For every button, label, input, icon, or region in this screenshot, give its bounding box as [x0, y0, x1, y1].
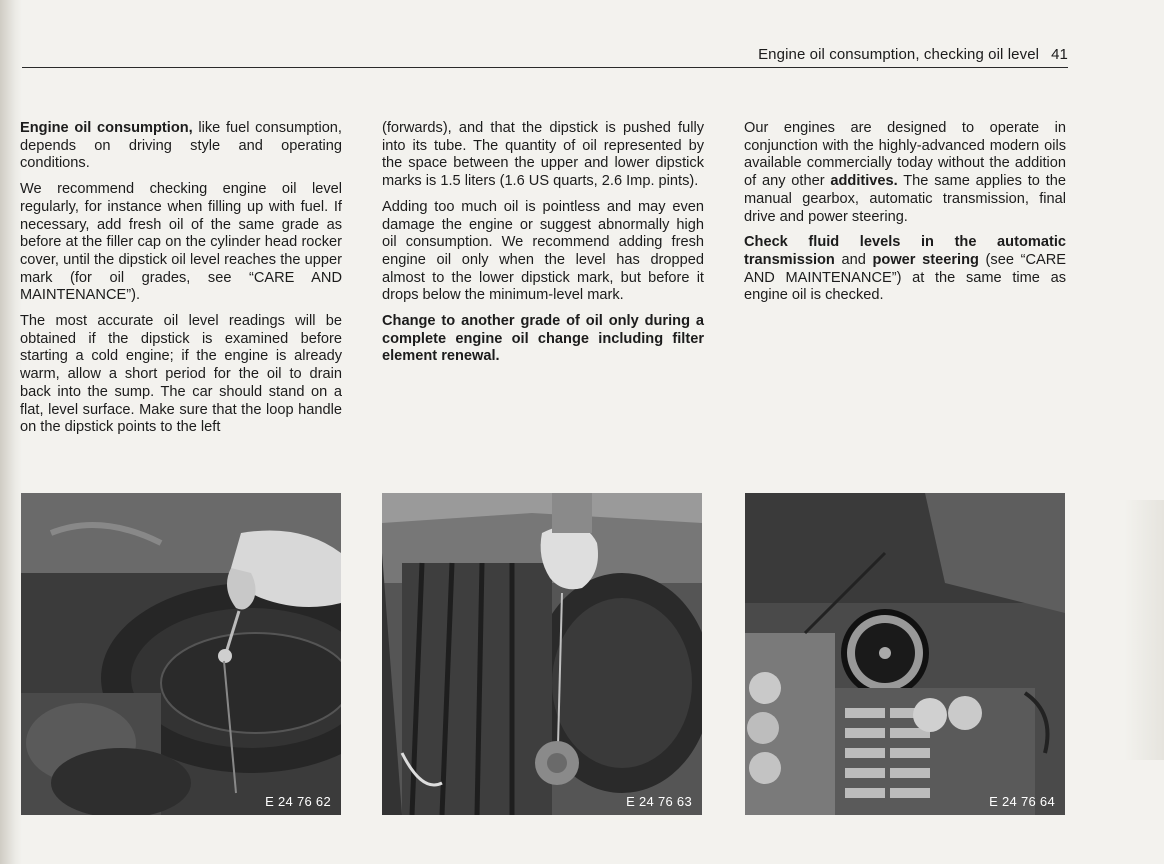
photo-graphic [21, 493, 341, 815]
bold-term: Check fluid levels in the automatic transmission [744, 234, 1066, 268]
paragraph: The most accurate oil level readings will be obtained if the dipstick is examined before starting a cold engine; if the engine is already warm, allow a short period for the oil to drain back into the sump. The car should stand on a flat, level surface. Make sure that the loop handle on the dipstick points to the left [20, 313, 342, 436]
text-column-1 [20, 120, 342, 445]
engine-bay-dipstick-photo [382, 493, 702, 815]
paragraph-text: Our engines are designed to operate in conjunction with the highly-advanced modern oils available commercially today without the addition of any other [744, 120, 1066, 190]
paragraph-text: and [834, 251, 873, 268]
photo-caption: E 24 76 63 [626, 794, 692, 809]
paragraph: Adding too much oil is pointless and may even damage the engine or suggest abnormally high oil consumption. We recommend adding fresh engine oil only when the level has dropped almost to the lower dipstick mark, but before it drops below the minimum-level mark. [382, 198, 704, 304]
paragraph-text: The same applies to the manual gearbox, automatic transmission, final drive and power steering. [744, 173, 1066, 225]
lead-term: Engine oil consumption, [20, 120, 193, 136]
bold-term: additives. [830, 173, 898, 190]
header-rule [22, 67, 1068, 68]
photo-graphic [745, 493, 1065, 815]
photo-caption: E 24 76 62 [265, 794, 331, 809]
page-gutter-shadow [0, 0, 22, 864]
paragraph [744, 120, 1066, 226]
engine-dipstick-photo [21, 493, 341, 815]
text-column-3 [744, 120, 1066, 313]
page-edge-shadow [1124, 500, 1164, 760]
photo-graphic [382, 493, 702, 815]
header-title: Engine oil consumption, checking oil level [758, 46, 1040, 63]
page-number: 41 [1051, 46, 1068, 63]
running-header [22, 46, 1068, 66]
photo-caption: E 24 76 64 [989, 794, 1055, 809]
paragraph: We recommend checking engine oil level regularly, for instance when filling up with fuel. If necessary, add fresh oil of the same grade as before at the filler cap on the cylinder head rocker cover, until the dipstick oil level reaches the upper mark (for oil grades, see “CARE AND MAINTENANCE”). [20, 181, 342, 304]
paragraph [744, 234, 1066, 305]
fuse-box-reservoir-photo [745, 493, 1065, 815]
paragraph [20, 120, 342, 173]
paragraph: (forwards), and that the dipstick is pushed fully into its tube. The quantity of oil represented by the space between the upper and lower dipstick marks is 1.5 liters (1.6 US quarts, 2.6 Imp. pints). [382, 120, 704, 190]
bold-term: power steering [872, 251, 979, 268]
text-column-2 [382, 120, 704, 374]
emphasis-paragraph: Change to another grade of oil only during a complete engine oil change including filter element renewal. [382, 313, 704, 365]
paragraph-text: like fuel consumption, depends on driving style and operating conditions. [20, 120, 342, 172]
paragraph-text: (see “CARE AND MAINTENANCE”) at the same time as engine oil is checked. [744, 251, 1066, 304]
